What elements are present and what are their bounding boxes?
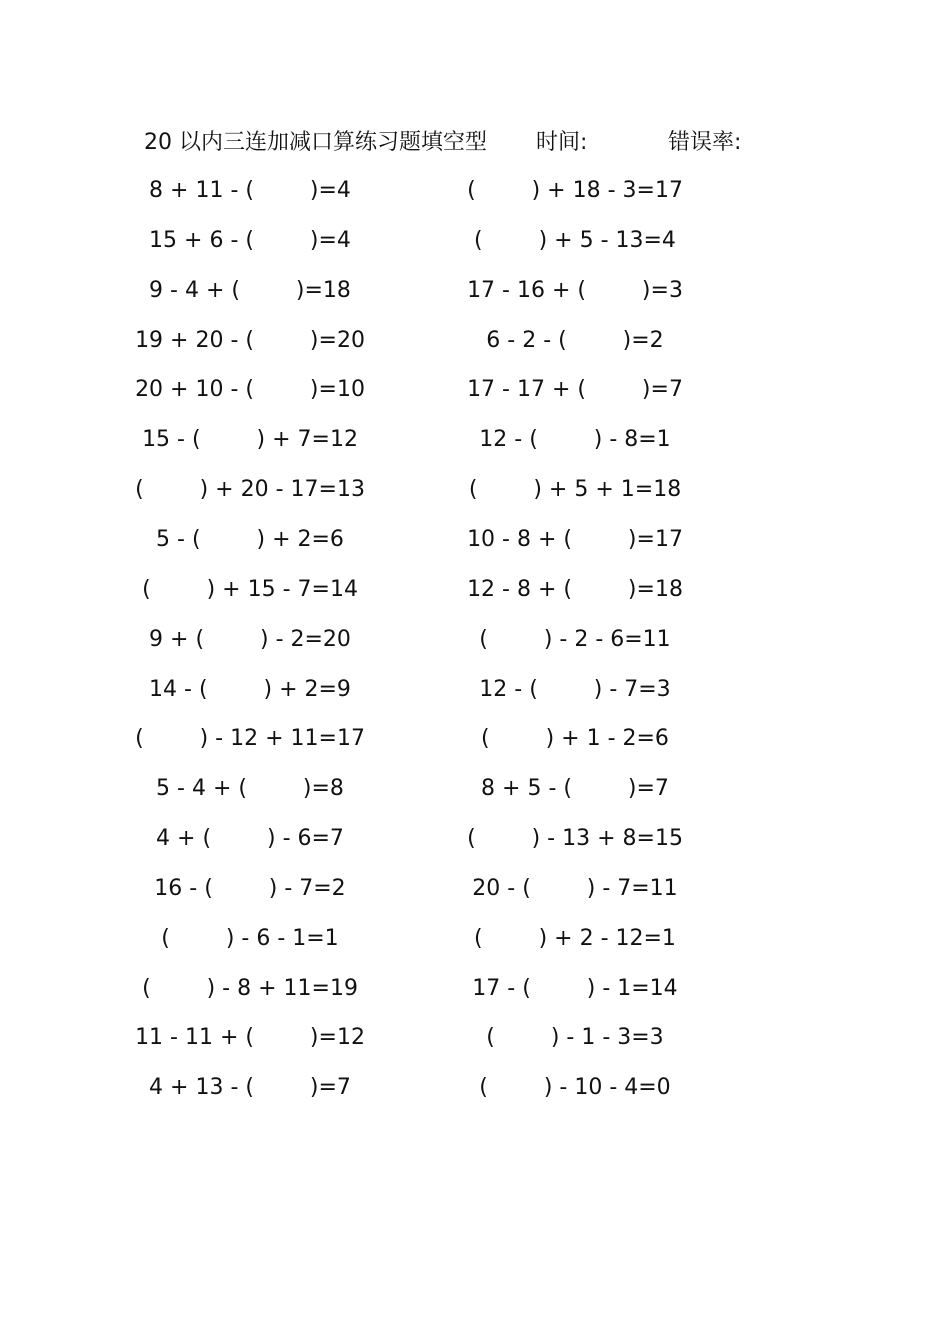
problem-row [0,1068,950,1108]
problem-row [0,1018,950,1058]
time-label: 时间: [536,130,588,155]
problem-left: 4 + 13 - ( )=7 [149,1075,351,1101]
problem-right: 17 - 17 + ( )=7 [467,377,683,403]
problem-row [0,520,950,560]
problem-right: ( ) - 13 + 8=15 [467,826,683,852]
problem-row [0,869,950,909]
problem-right: ( ) - 2 - 6=11 [479,626,671,652]
problem-row [0,470,950,510]
error-rate-label: 错误率: [668,130,742,155]
problem-row [0,969,950,1009]
problem-row [0,271,950,311]
problem-row [0,171,950,211]
problem-right: ( ) + 5 + 1=18 [468,477,682,503]
problem-right: 12 - ( ) - 8=1 [479,427,671,453]
problem-right: ( ) - 1 - 3=3 [486,1025,664,1051]
problem-row [0,819,950,859]
problem-row [0,221,950,261]
problem-right: ( ) + 18 - 3=17 [467,178,683,203]
problem-left: 11 - 11 + ( )=12 [135,1025,365,1051]
problem-left: 9 - 4 + ( )=18 [149,277,351,303]
problem-left: 16 - ( ) - 7=2 [154,875,346,901]
problem-left: ( ) + 15 - 7=14 [142,576,358,602]
problem-right: 17 - ( ) - 1=14 [472,975,678,1001]
problem-row [0,919,950,959]
problem-left: ( ) - 8 + 11=19 [142,975,358,1001]
problem-row [0,719,950,759]
problem-right: ( ) - 10 - 4=0 [479,1075,671,1101]
worksheet-title: 20 以内三连加减口算练习题填空型 [144,130,487,155]
problem-left: ( ) + 20 - 17=13 [135,477,365,503]
problem-left: 4 + ( ) - 6=7 [156,826,344,852]
problem-row [0,570,950,610]
problem-left: 19 + 20 - ( )=20 [135,327,365,353]
problem-right: 20 - ( ) - 7=11 [472,875,678,901]
problem-right: 17 - 16 + ( )=3 [467,277,683,303]
problem-left: ( ) - 6 - 1=1 [161,925,339,951]
problem-right: 12 - ( ) - 7=3 [479,676,671,702]
problem-right: ( ) + 1 - 2=6 [481,726,669,752]
problem-right: 12 - 8 + ( )=18 [467,576,683,602]
problem-left: ( ) - 12 + 11=17 [135,726,365,752]
problem-left: 15 - ( ) + 7=12 [142,427,358,453]
problem-row [0,420,950,460]
problem-left: 8 + 11 - ( )=4 [149,178,351,203]
problem-right: 6 - 2 - ( )=2 [486,327,664,353]
problem-left: 9 + ( ) - 2=20 [149,626,351,652]
worksheet-header [144,124,784,162]
problem-left: 5 - 4 + ( )=8 [156,776,344,802]
problem-left: 14 - ( ) + 2=9 [149,676,351,702]
problem-right: 8 + 5 - ( )=7 [481,776,669,802]
problem-row [0,321,950,361]
problem-row [0,769,950,809]
problem-left: 15 + 6 - ( )=4 [149,227,351,253]
problem-row [0,620,950,660]
problem-left: 5 - ( ) + 2=6 [156,526,344,552]
problem-right: ( ) + 2 - 12=1 [474,925,676,951]
problem-row [0,370,950,410]
problem-right: ( ) + 5 - 13=4 [474,227,676,253]
problem-right: 10 - 8 + ( )=17 [467,526,683,552]
problem-row [0,670,950,710]
problem-left: 20 + 10 - ( )=10 [135,377,365,403]
